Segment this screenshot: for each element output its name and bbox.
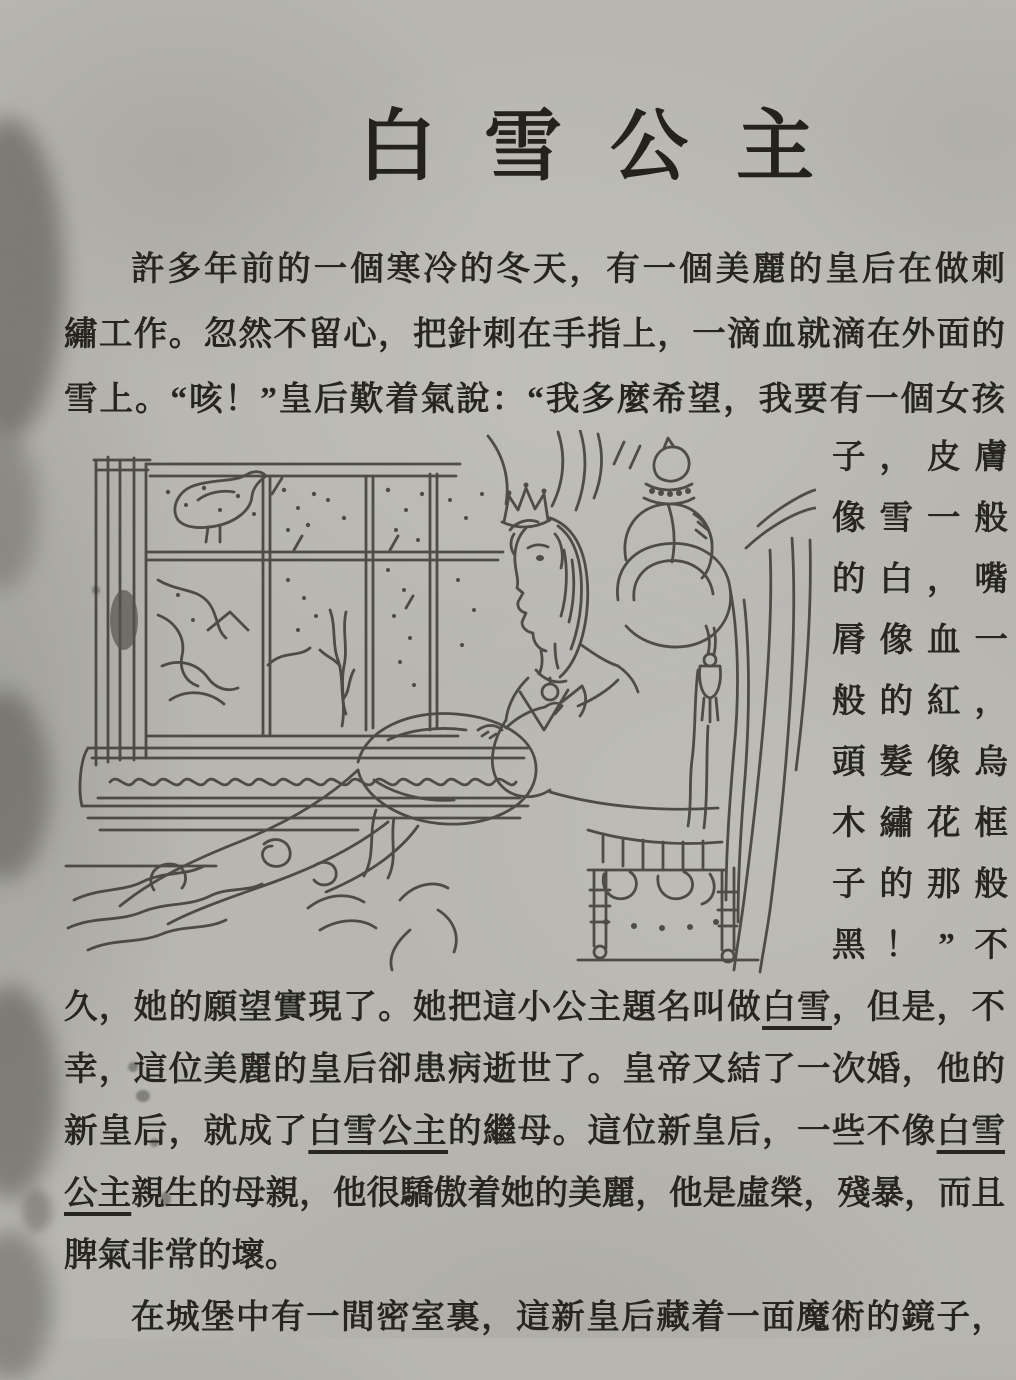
text-line [832,732,1008,793]
text-segment: 頭髮像烏 [832,744,1008,781]
text-line [64,977,1005,1039]
ink-stain [22,1190,52,1232]
text-line [64,1101,1005,1163]
paragraph-right-column [832,427,1008,976]
text-line [832,610,1008,671]
paragraph-bottom [64,977,1005,1349]
proper-name-underlined: 公主 [64,1175,132,1212]
text-segment: ，但是，不 [831,989,1005,1026]
text-segment: 脾氣非常的壞。 [64,1237,299,1274]
ink-stain [0,430,38,590]
text-segment: 像雪一般 [832,500,1008,537]
text-line [832,427,1008,488]
text-line [64,1225,1005,1287]
proper-name-underlined: 白雪公主 [308,1113,448,1150]
text-line [832,488,1008,549]
proper-name-underlined: 白雪 [762,989,832,1026]
text-segment: 許多年前的一個寒冷的冬天，有一個美麗的皇后在做刺 [131,251,1005,288]
text-segment: 新皇后，就成了 [64,1113,309,1150]
text-line [64,1039,1005,1101]
text-segment: 在城堡中有一間密室裏，這新皇后藏着一面魔術的鏡子， [131,1299,1005,1336]
text-segment: 親生的母親，他很驕傲着她的美麗，他是虛榮，殘暴，而且 [131,1175,1005,1212]
text-segment: 般的紅， [832,683,1008,720]
text-line [832,549,1008,610]
text-segment: 久，她的願望實現了。她把這小公主題名叫做 [64,989,763,1026]
text-segment: 幸，這位美麗的皇后卻患病逝世了。皇帝又結了一次婚，他的 [64,1051,1005,1088]
text-line [64,367,1005,432]
ink-stain [0,1230,52,1380]
text-segment: 木繡花框 [832,805,1008,842]
text-segment: 子的那般 [832,866,1008,903]
text-segment: 繡工作。忽然不留心，把針刺在手指上，一滴血就滴在外面的 [64,316,1005,353]
text-segment: 脣像血一 [832,622,1008,659]
text-segment: 子，皮膚 [832,439,1008,476]
page-title: 白雪公主 [357,103,862,190]
text-line [64,1163,1005,1225]
proper-name-underlined: 白雪 [936,1113,1005,1150]
text-line [64,1287,1005,1349]
text-line [832,793,1008,854]
text-line [832,854,1008,915]
text-line [64,237,1005,302]
text-segment: 的繼母。這位新皇后，一些不像 [447,1113,937,1150]
ink-stain [0,690,50,880]
ink-stain [0,985,58,1200]
text-segment: 的白，嘴 [832,561,1008,598]
text-segment: 黑！”不 [832,927,1008,964]
text-line [832,915,1008,976]
text-segment: 雪上。“咳！”皇后歎着氣說：“我多麼希望，我要有一個女孩 [64,381,1005,418]
text-line [832,671,1008,732]
paragraph-top [64,237,1005,432]
illustration-queen-embroidering-by-window-icon [58,430,816,975]
text-line [64,302,1005,367]
